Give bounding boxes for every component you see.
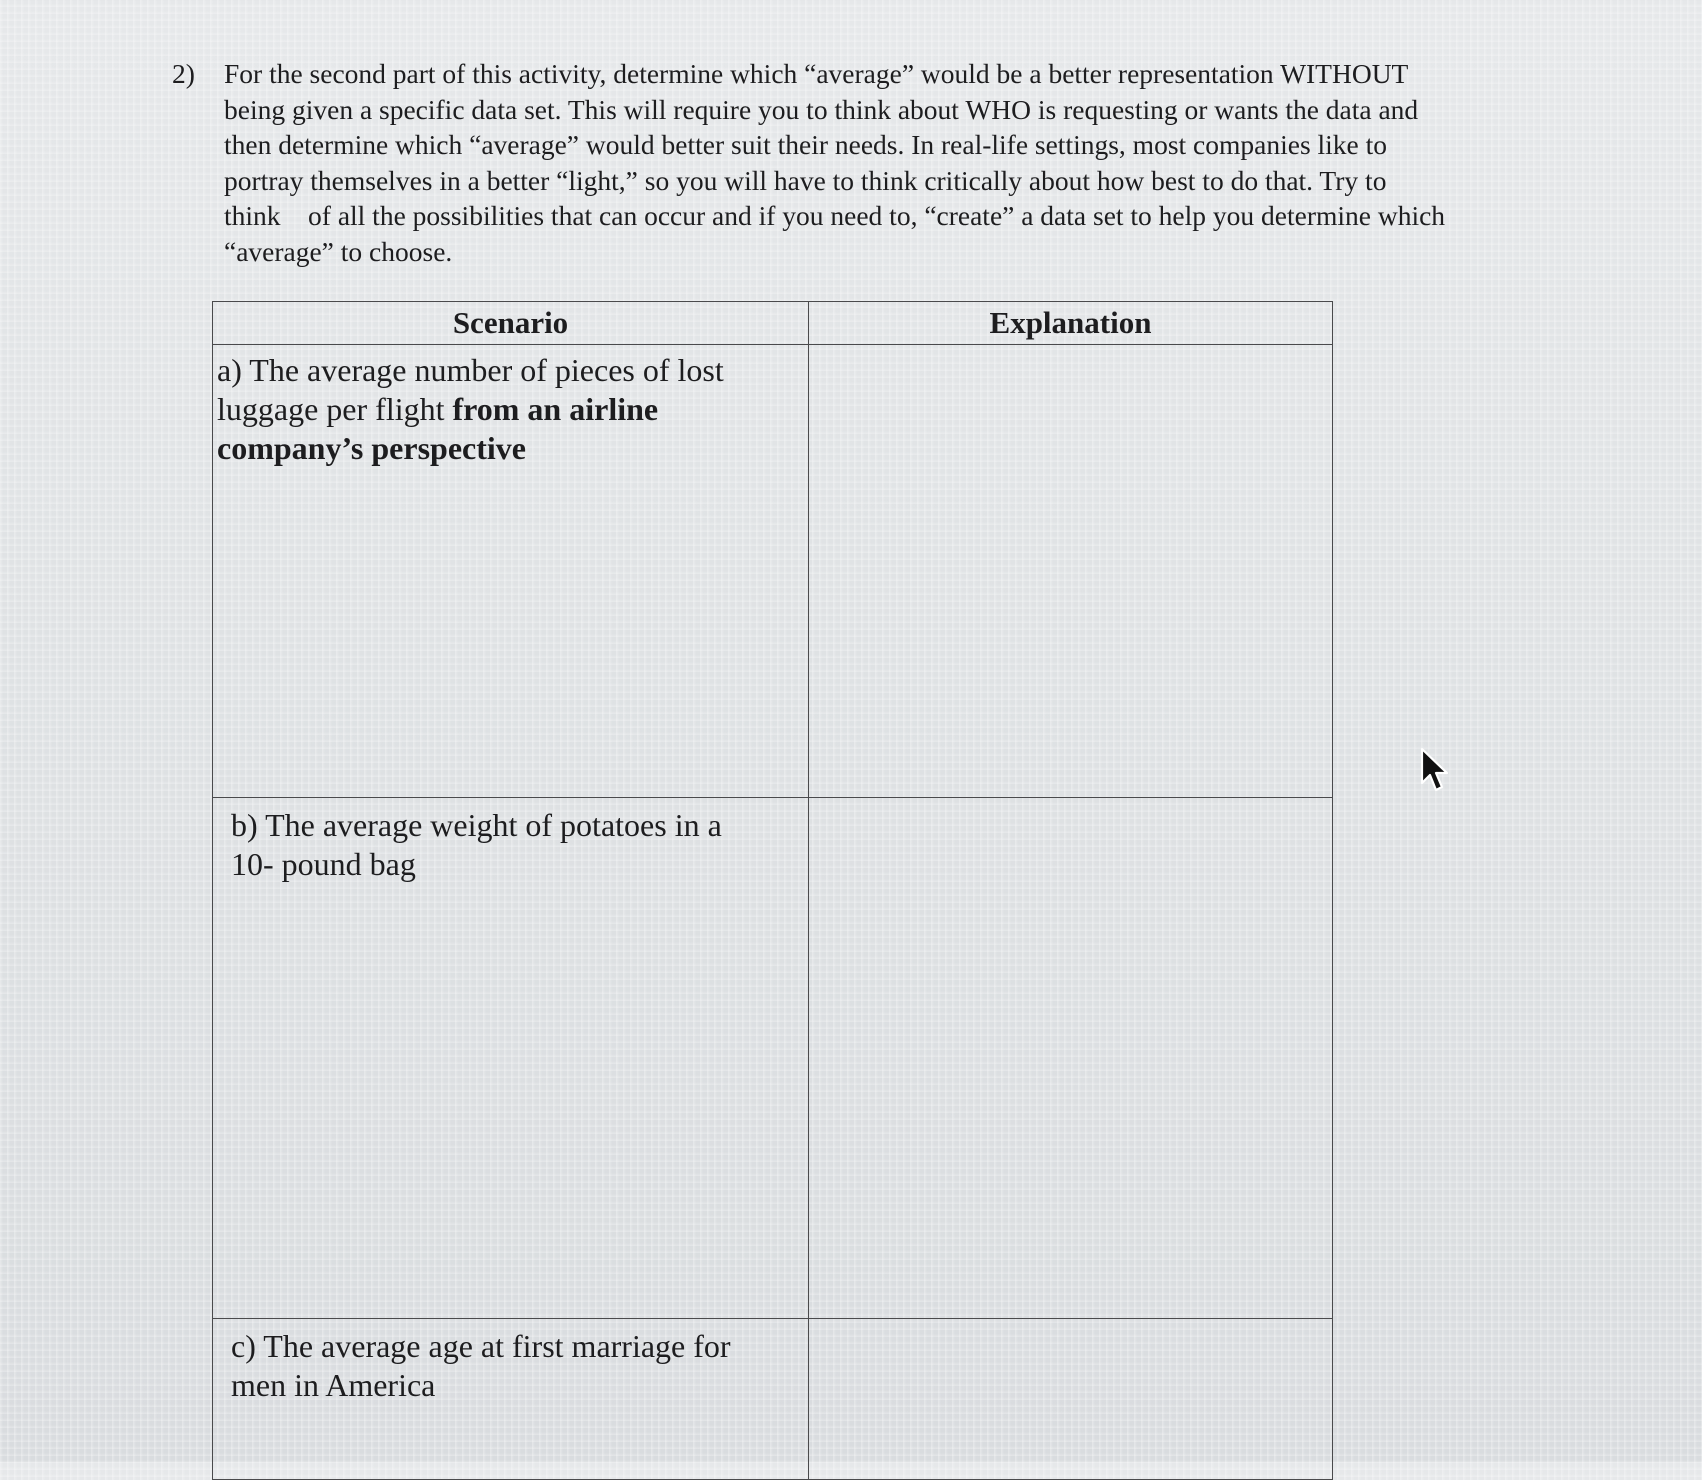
explanation-cell-c[interactable] — [809, 1319, 1333, 1480]
question-line: portray themselves in a better “light,” so you will have to think critically about how best to do that. Try to — [224, 164, 1387, 196]
scenario-text-c — [213, 1319, 808, 1405]
table-row — [213, 1319, 1333, 1480]
scenario-line: 10- pound bag — [231, 846, 416, 882]
question-line: then determine which “average” would better suit their needs. In real-life settings, most companies like to — [224, 129, 1388, 160]
scenario-line: men in America — [231, 1367, 436, 1403]
header-scenario: Scenario — [213, 302, 809, 345]
mouse-pointer-icon — [1419, 747, 1455, 795]
scenario-table — [212, 301, 1333, 1480]
question-line: For the second part of this activity, determine which “average” would be a better representation WITHOUT — [224, 58, 1409, 89]
scenario-line — [217, 429, 800, 468]
question-block — [172, 56, 1632, 269]
table-row — [213, 798, 1333, 1319]
scenario-bold-text: from an airline — [452, 391, 659, 427]
scenario-text-a — [213, 345, 808, 468]
question-text — [224, 56, 1604, 269]
scenario-cell-c — [213, 1319, 809, 1480]
question-line: being given a specific data set. This will require you to think about WHO is requesting or wants the data and — [224, 93, 1419, 125]
scenario-plain-text: luggage per flight — [217, 391, 453, 427]
table-header-row — [213, 302, 1333, 345]
scenario-cell-b — [213, 798, 809, 1319]
question-line: “average” to choose. — [224, 235, 453, 267]
table-row — [213, 345, 1333, 798]
scenario-bold-text: company’s perspective — [217, 430, 526, 466]
header-explanation: Explanation — [809, 302, 1333, 345]
scenario-line: a) The average number of pieces of lost — [217, 352, 724, 388]
scenario-line: b) The average weight of potatoes in a — [231, 807, 722, 843]
scenario-line — [217, 390, 800, 429]
scenario-cell-a — [213, 345, 809, 798]
scenario-line: c) The average age at first marriage for — [231, 1328, 731, 1364]
scenario-text-b — [213, 798, 808, 884]
explanation-cell-a[interactable] — [809, 345, 1333, 798]
explanation-cell-b[interactable] — [809, 798, 1333, 1319]
question-number: 2) — [172, 58, 195, 89]
question-line: think of all the possibilities that can occur and if you need to, “create” a data set to help you determine which — [224, 200, 1446, 231]
